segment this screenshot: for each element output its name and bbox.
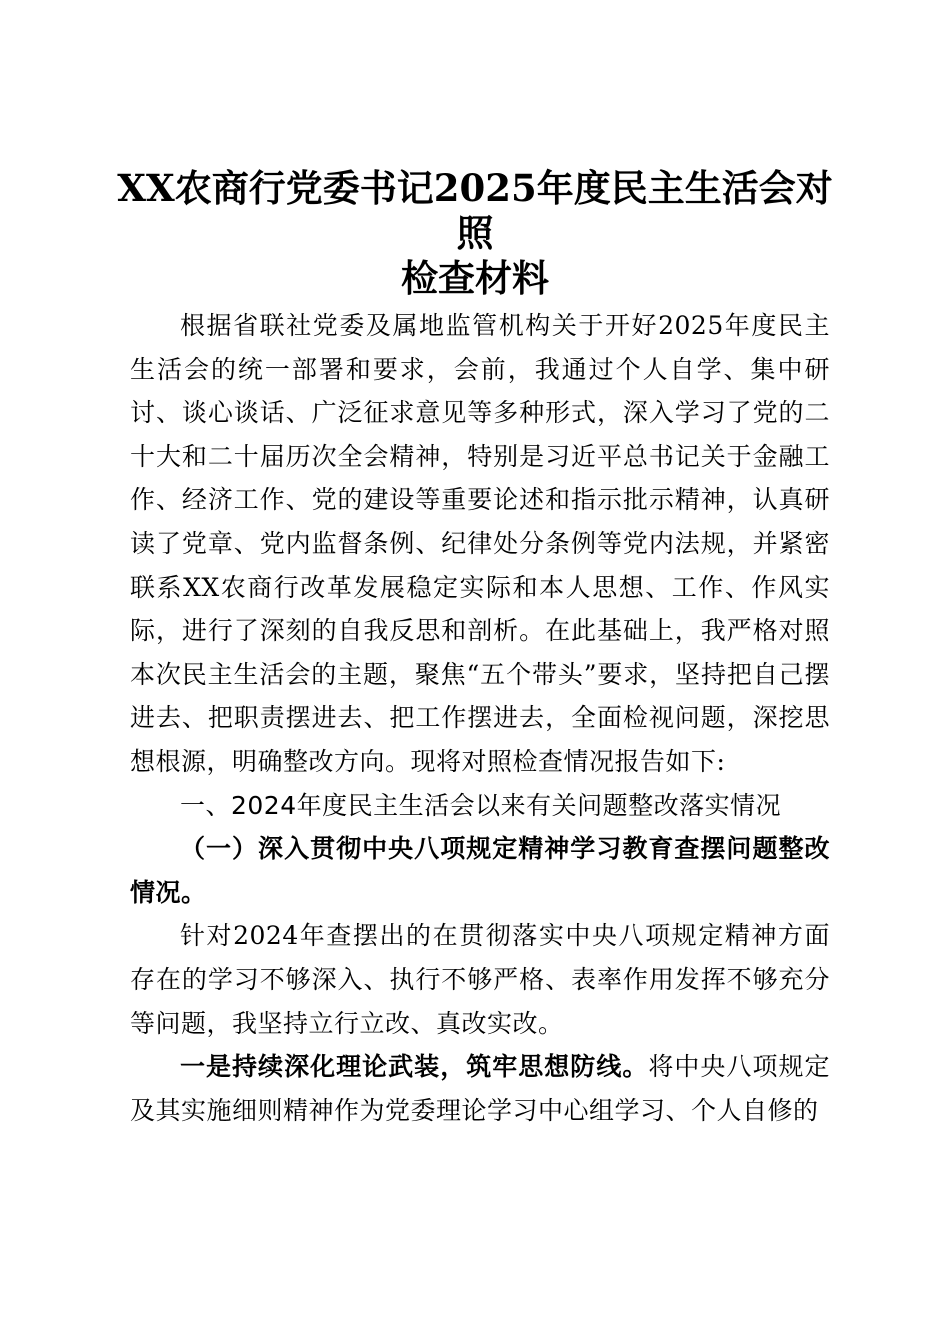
body-paragraph-2: 针对2024年查摆出的在贯彻落实中央八项规定精神方面存在的学习不够深入、执行不够严格、表率作用发挥不够充分等问题，我坚持立行立改、真改实改。 xyxy=(130,921,830,1038)
document-title xyxy=(100,166,850,301)
paragraph-lead-text: 一是持续深化理论武装，筑牢思想防线。 xyxy=(180,1052,649,1082)
document-body xyxy=(130,304,830,1132)
intro-paragraph: 根据省联社党委及属地监管机构关于开好2025年度民主生活会的统一部署和要求，会前，我通过个人自学、集中研讨、谈心谈话、广泛征求意见等多种形式，深入学习了党的二十大和二十届历次全会精神，特别是习近平总书记关于金融工作、经济工作、党的建设等重要论述和指示批示精神，认真研读了党章、党内监督条例、纪律处分条例等党内法规，并紧密联系XX农商行改革发展稳定实际和本人思想、工作、作风实际，进行了深刻的自我反思和剖析。在此基础上，我严格对照本次民主生活会的主题，聚焦“五个带头”要求，坚持把自己摆进去、把职责摆进去、把工作摆进去，全面检视问题，深挖思想根源，明确整改方向。现将对照检查情况报告如下: xyxy=(130,311,830,776)
section-heading-1: 一、2024年度民主生活会以来有关问题整改落实情况 xyxy=(180,790,782,820)
title-line-1: XX农商行党委书记2025年度民主生活会对照 xyxy=(117,166,833,255)
body-paragraph-3 xyxy=(130,1045,830,1132)
paragraph-rest-text: 将中央八项规定及其实施细则精神作为党委理论学习中心组学习、个人自修的 xyxy=(130,1052,830,1125)
title-line-2: 检查材料 xyxy=(401,256,549,300)
subsection-heading-1: （一）深入贯彻中央八项规定精神学习教育查摆问题整改情况。 xyxy=(130,834,830,907)
